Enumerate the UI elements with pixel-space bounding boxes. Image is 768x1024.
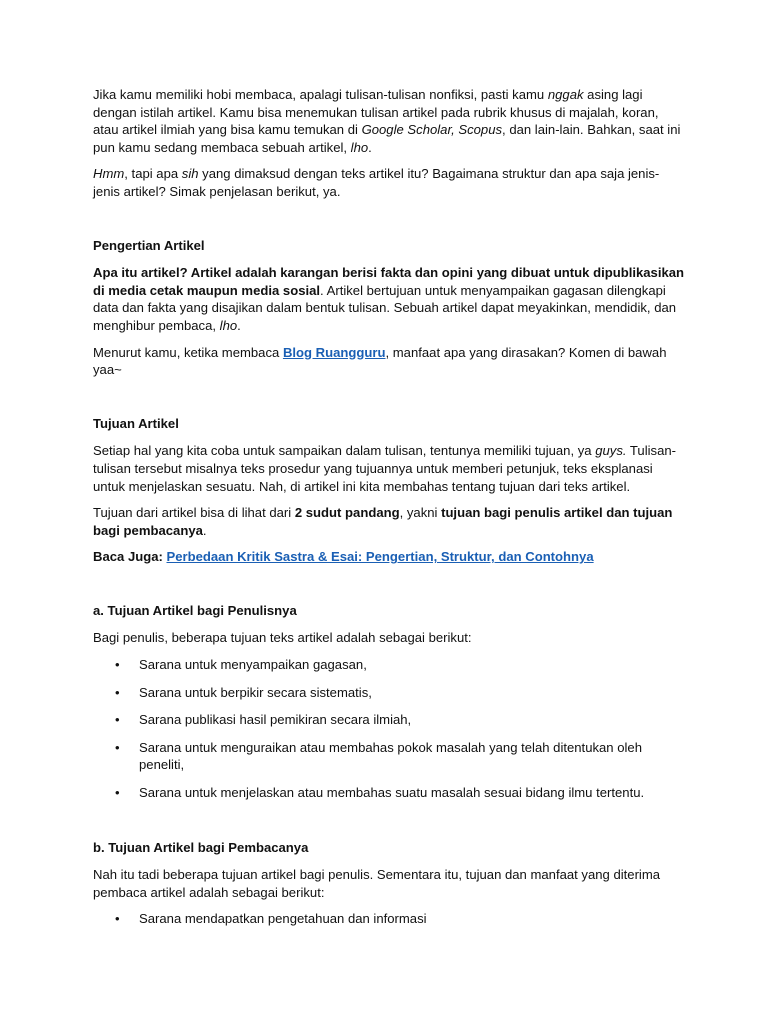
- text-run: Menurut kamu, ketika membaca: [93, 344, 283, 360]
- penulis-list: [93, 656, 685, 802]
- pembaca-intro: Nah itu tadi beberapa tujuan artikel bagi penulis. Sementara itu, tujuan dan manfaat yang diterima pembaca artikel adalah sebagai berikut:: [93, 867, 661, 900]
- section-spacer: [93, 575, 685, 602]
- italic-text: guys.: [595, 443, 627, 459]
- text-run: , dan lain-lain. Bahkan, saat ini pun kamu sedang membaca sebuah artikel,: [93, 122, 681, 155]
- list-item-text: Sarana mendapatkan pengetahuan dan informasi: [139, 911, 427, 927]
- bullet-icon: •: [115, 739, 120, 755]
- text-run: .: [368, 139, 372, 155]
- text-run: .: [202, 522, 207, 538]
- text-run: yang dimaksud dengan teks artikel itu? Bagaimana struktur dan apa saja jenis-jenis artikel? Simak penjelasan berikut, ya.: [93, 166, 660, 199]
- italic-text: lho: [350, 139, 369, 155]
- list-item: [93, 711, 685, 729]
- tujuan-paragraph-1: [93, 442, 685, 495]
- baca-juga-link[interactable]: Perbedaan Kritik Sastra & Esai: Pengertian, Struktur, dan Contohnya: [166, 549, 594, 565]
- bold-text: Baca Juga:: [93, 549, 167, 565]
- list-item-text: Sarana untuk menguraikan atau membahas pokok masalah yang telah ditentukan oleh peneliti,: [139, 739, 642, 773]
- italic-text: Hmm: [93, 166, 125, 182]
- italic-text: sih: [181, 166, 199, 182]
- italic-text: nggak: [547, 87, 584, 102]
- bold-text: tujuan bagi penulis artikel dan tujuan bagi pembacanya: [93, 505, 673, 538]
- list-item: [93, 656, 685, 674]
- bullet-icon: •: [115, 785, 120, 801]
- list-item: [93, 784, 685, 802]
- text-run: Jika kamu memiliki hobi membaca, apalagi tulisan-tulisan nonfiksi, pasti kamu: [93, 87, 548, 102]
- list-item: [93, 684, 685, 702]
- text-run: , yakni: [399, 505, 442, 521]
- intro-paragraph-1: [93, 86, 685, 156]
- list-item-text: Sarana untuk berpikir secara sistematis,: [139, 684, 372, 700]
- heading-pengertian: Pengertian Artikel: [93, 237, 205, 253]
- italic-text: lho: [219, 317, 238, 333]
- text-run: , manfaat apa yang dirasakan? Komen di bawah yaa~: [93, 344, 667, 378]
- tujuan-paragraph-2: [93, 504, 685, 539]
- list-item-text: Sarana untuk menyampaikan gagasan,: [139, 657, 367, 673]
- bullet-icon: •: [115, 911, 120, 927]
- heading-tujuan-pembaca: b. Tujuan Artikel bagi Pembacanya: [93, 839, 309, 855]
- heading-tujuan: Tujuan Artikel: [93, 415, 179, 431]
- text-run: , tapi apa: [124, 166, 182, 182]
- list-item: [93, 910, 685, 928]
- penulis-intro: Bagi penulis, beberapa tujuan teks artikel adalah sebagai berikut:: [93, 630, 472, 646]
- pengertian-paragraph-2: [93, 344, 685, 379]
- list-item: [93, 739, 685, 774]
- italic-text: Google Scholar, Scopus: [361, 122, 503, 138]
- text-run: .: [237, 317, 241, 333]
- pengertian-paragraph-1: [93, 264, 685, 334]
- section-spacer: [93, 210, 685, 237]
- text-run: Tulisan-tulisan tersebut misalnya teks prosedur yang tujuannya untuk memberi petunjuk, teks eksplanasi untuk menjelaskan sesuatu. Nah, di artikel ini kita membahas tentang tujuan dari teks artikel.: [93, 443, 677, 494]
- baca-juga: [93, 548, 685, 566]
- text-run: asing lagi dengan istilah artikel. Kamu bisa menemukan tulisan artikel pada rubrik khusus di majalah, koran, atau artikel ilmiah yang bisa kamu temukan di: [93, 87, 659, 138]
- blog-ruangguru-link[interactable]: Blog Ruangguru: [282, 344, 386, 360]
- list-item-text: Sarana publikasi hasil pemikiran secara ilmiah,: [139, 712, 412, 728]
- bullet-icon: •: [115, 684, 120, 700]
- section-spacer: [93, 388, 685, 415]
- heading-tujuan-penulis: a. Tujuan Artikel bagi Penulisnya: [93, 602, 297, 618]
- intro-paragraph-2: [93, 165, 685, 200]
- pembaca-list: [93, 910, 685, 928]
- section-spacer: [93, 812, 685, 839]
- article-body: [93, 86, 685, 938]
- list-item-text: Sarana untuk menjelaskan atau membahas suatu masalah sesuai bidang ilmu tertentu.: [139, 785, 645, 801]
- text-run: Setiap hal yang kita coba untuk sampaikan dalam tulisan, tentunya memiliki tujuan, ya: [93, 443, 596, 459]
- bullet-icon: •: [115, 657, 120, 673]
- bold-text: 2 sudut pandang: [294, 505, 400, 521]
- text-run: Tujuan dari artikel bisa di lihat dari: [93, 505, 295, 521]
- text-run: . Artikel bertujuan untuk menyampaikan gagasan dilengkapi data dan fakta yang disajikan dalam bentuk tulisan. Sebuah artikel dapat meyakinkan, mendidik, dan menghibur pembaca,: [93, 282, 677, 333]
- bullet-icon: •: [115, 712, 120, 728]
- bold-text: Apa itu artikel? Artikel adalah karangan berisi fakta dan opini yang dibuat untuk dipublikasikan di media cetak maupun media sosial: [93, 265, 685, 298]
